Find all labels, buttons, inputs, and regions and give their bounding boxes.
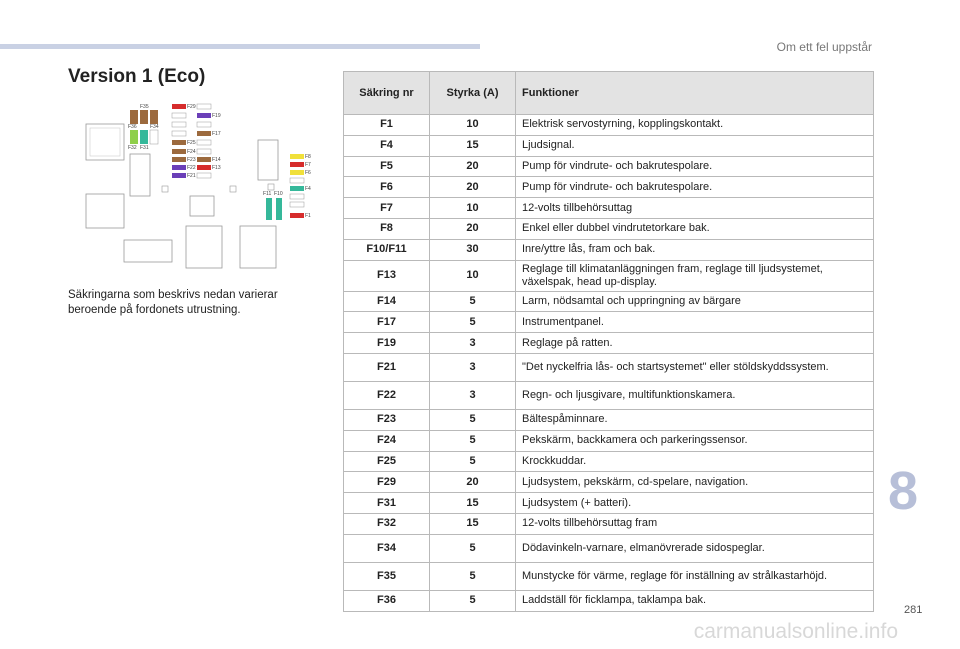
label-f4: F4 <box>305 186 311 192</box>
watermark: carmanualsonline.info <box>693 620 898 643</box>
function-cell: Ljudsystem, pekskärm, cd-spelare, navigation. <box>516 472 874 493</box>
table-row <box>344 353 874 381</box>
function-cell: Dödavinkeln-varnare, elmanövrerade sidospeglar. <box>516 534 874 562</box>
function-cell: Pump för vindrute- och bakrutespolare. <box>516 156 874 177</box>
fuse-id-cell: F6 <box>344 177 430 198</box>
fuse-f36 <box>140 110 148 124</box>
amperage-cell: 3 <box>430 381 516 409</box>
chapter-number: 8 <box>888 461 919 521</box>
label-f31: F31 <box>140 145 149 151</box>
table-row <box>344 472 874 493</box>
table-row <box>344 177 874 198</box>
fuse-id-cell: F19 <box>344 333 430 354</box>
fuse-id-cell: F13 <box>344 260 430 291</box>
function-cell: Laddställ för ficklampa, taklampa bak. <box>516 590 874 611</box>
function-cell: Munstycke för värme, reglage för inställning av strålkastarhöjd. <box>516 562 874 590</box>
fuse-f35 <box>130 110 138 124</box>
label-f13: F13 <box>212 165 221 171</box>
amperage-cell: 5 <box>430 291 516 312</box>
label-f6: F6 <box>305 170 311 176</box>
amperage-cell: 20 <box>430 472 516 493</box>
header-bar <box>0 44 480 49</box>
fuse-id-cell: F21 <box>344 353 430 381</box>
table-row <box>344 291 874 312</box>
amperage-cell: 5 <box>430 409 516 430</box>
section-title: Om ett fel uppstår <box>776 40 872 54</box>
equipment-note: Säkringarna som beskrivs nedan varierar beroende på fordonets utrustning. <box>68 289 278 316</box>
fuse-id-cell: F14 <box>344 291 430 312</box>
table-row <box>344 534 874 562</box>
fuse-id-cell: F24 <box>344 430 430 451</box>
function-cell: Larm, nödsamtal och uppringning av bärgare <box>516 291 874 312</box>
header-fuse-number: Säkring nr <box>344 72 430 115</box>
label-f29: F29 <box>187 104 196 110</box>
table-row <box>344 451 874 472</box>
amperage-cell: 10 <box>430 260 516 291</box>
amperage-cell: 5 <box>430 312 516 333</box>
table-row <box>344 562 874 590</box>
label-f17: F17 <box>212 131 221 137</box>
amperage-cell: 3 <box>430 353 516 381</box>
table-row <box>344 381 874 409</box>
fuse-id-cell: F5 <box>344 156 430 177</box>
amperage-cell: 3 <box>430 333 516 354</box>
function-cell: Inre/yttre lås, fram och bak. <box>516 239 874 260</box>
amperage-cell: 5 <box>430 534 516 562</box>
label-f24: F24 <box>187 149 196 155</box>
label-f35: F35 <box>140 104 149 110</box>
label-f23: F23 <box>187 157 196 163</box>
label-f34: F34 <box>150 124 159 130</box>
fuse-id-cell: F7 <box>344 198 430 219</box>
fuse-id-cell: F31 <box>344 493 430 514</box>
table-row <box>344 218 874 239</box>
fuse-f32 <box>130 130 138 144</box>
amperage-cell: 20 <box>430 218 516 239</box>
fuse-id-cell: F4 <box>344 135 430 156</box>
amperage-cell: 20 <box>430 177 516 198</box>
fuse-id-cell: F36 <box>344 590 430 611</box>
function-cell: 12-volts tillbehörsuttag fram <box>516 513 874 534</box>
amperage-cell: 5 <box>430 451 516 472</box>
table-row <box>344 135 874 156</box>
amperage-cell: 10 <box>430 198 516 219</box>
label-f25: F25 <box>187 140 196 146</box>
fuse-id-cell: F32 <box>344 513 430 534</box>
label-f10: F10 <box>274 191 283 197</box>
function-cell: Bältespåminnare. <box>516 409 874 430</box>
table-row <box>344 333 874 354</box>
fuse-id-cell: F17 <box>344 312 430 333</box>
amperage-cell: 15 <box>430 493 516 514</box>
amperage-cell: 5 <box>430 430 516 451</box>
fuse-id-cell: F23 <box>344 409 430 430</box>
function-cell: Regn- och ljusgivare, multifunktionskamera. <box>516 381 874 409</box>
fuse-table <box>343 71 874 612</box>
fuse-id-cell: F1 <box>344 115 430 136</box>
header-functions: Funktioner <box>516 72 874 115</box>
table-header-row <box>344 72 874 115</box>
table-row <box>344 493 874 514</box>
table-row <box>344 312 874 333</box>
function-cell: Enkel eller dubbel vindrutetorkare bak. <box>516 218 874 239</box>
label-f14: F14 <box>212 157 221 163</box>
amperage-cell: 5 <box>430 590 516 611</box>
amperage-cell: 10 <box>430 115 516 136</box>
label-f32: F32 <box>128 145 137 151</box>
table-row <box>344 156 874 177</box>
function-cell: 12-volts tillbehörsuttag <box>516 198 874 219</box>
table-row <box>344 239 874 260</box>
table-row <box>344 198 874 219</box>
amperage-cell: 20 <box>430 156 516 177</box>
fuse-id-cell: F35 <box>344 562 430 590</box>
fuse-f31 <box>140 130 148 144</box>
fuse-f34 <box>150 110 158 124</box>
label-f7: F7 <box>305 162 311 168</box>
fuse-id-cell: F29 <box>344 472 430 493</box>
table-row <box>344 115 874 136</box>
label-f19: F19 <box>212 113 221 119</box>
table-row <box>344 513 874 534</box>
fuse-id-cell: F22 <box>344 381 430 409</box>
label-f22: F22 <box>187 165 196 171</box>
amperage-cell: 5 <box>430 562 516 590</box>
table-row <box>344 409 874 430</box>
fuse-id-cell: F34 <box>344 534 430 562</box>
function-cell: Ljudsystem (+ batteri). <box>516 493 874 514</box>
amperage-cell: 15 <box>430 513 516 534</box>
page-heading: Version 1 (Eco) <box>68 66 206 87</box>
page-number: 281 <box>904 604 923 616</box>
amperage-cell: 30 <box>430 239 516 260</box>
function-cell: Ljudsignal. <box>516 135 874 156</box>
label-f1: F1 <box>305 213 311 219</box>
function-cell: Instrumentpanel. <box>516 312 874 333</box>
table-row <box>344 430 874 451</box>
table-row <box>344 590 874 611</box>
function-cell: Reglage på ratten. <box>516 333 874 354</box>
header-amperage: Styrka (A) <box>430 72 516 115</box>
function-cell: Reglage till klimatanläggningen fram, reglage till ljudsystemet, växelspak, head up-display. <box>516 260 874 291</box>
function-cell: Pump för vindrute- och bakrutespolare. <box>516 177 874 198</box>
function-cell: "Det nyckelfria lås- och startsystemet" eller stöldskyddssystem. <box>516 353 874 381</box>
fuse-box-diagram <box>80 96 325 276</box>
label-f21: F21 <box>187 173 196 179</box>
fuse-id-cell: F8 <box>344 218 430 239</box>
fuse-id-cell: F10/F11 <box>344 239 430 260</box>
label-f36: F36 <box>128 124 137 130</box>
function-cell: Elektrisk servostyrning, kopplingskontakt. <box>516 115 874 136</box>
label-f11: F11 <box>263 191 272 197</box>
function-cell: Krockkuddar. <box>516 451 874 472</box>
table-row <box>344 260 874 291</box>
amperage-cell: 15 <box>430 135 516 156</box>
function-cell: Pekskärm, backkamera och parkeringssensor. <box>516 430 874 451</box>
fuse-id-cell: F25 <box>344 451 430 472</box>
label-f8: F8 <box>305 154 311 160</box>
